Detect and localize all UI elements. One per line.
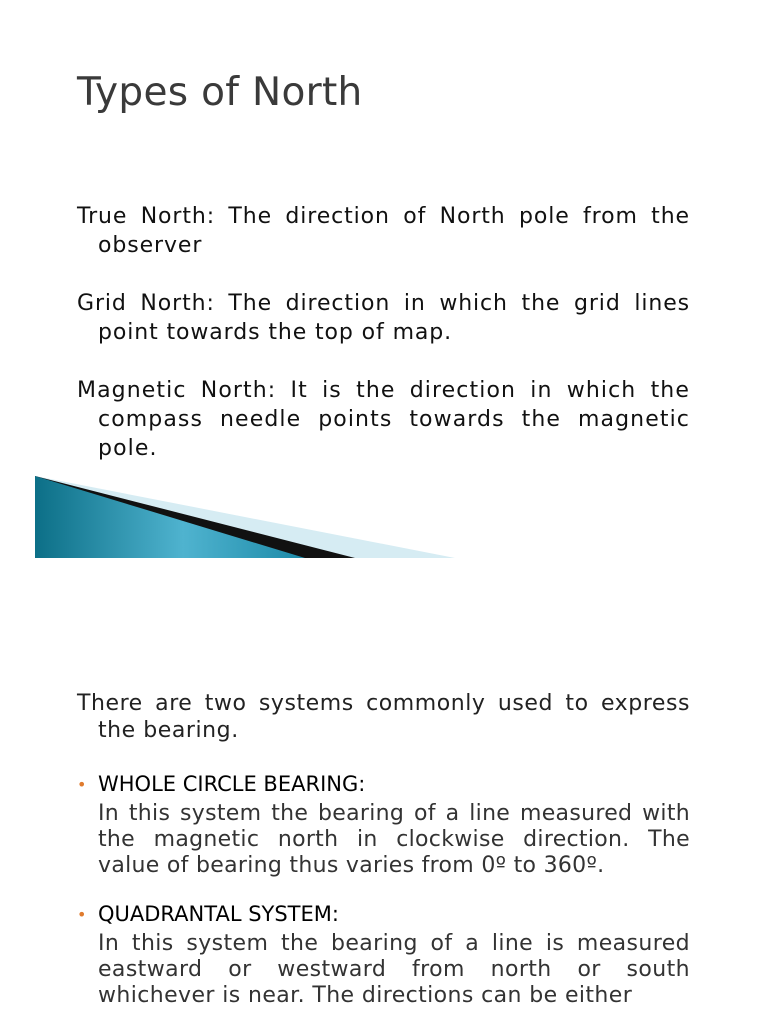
whole-circle-bearing-text: In this system the bearing of a line measured with the magnetic north in clockwise direction. The value of bearing thus varies from 0º to 360º. bbox=[98, 801, 690, 878]
bullet-icon: • bbox=[77, 775, 87, 794]
bearing-systems bbox=[77, 690, 690, 1024]
grid-north-paragraph: Grid North: The direction in which the grid lines point towards the top of map. bbox=[77, 291, 690, 345]
list-item bbox=[77, 771, 690, 879]
decorative-wedge bbox=[35, 476, 455, 560]
bullet-icon: • bbox=[77, 905, 87, 924]
magnetic-north-paragraph: Magnetic North: It is the direction in which the compass needle points towards the magnetic pole. bbox=[77, 378, 690, 461]
north-types-list bbox=[77, 202, 690, 492]
list-item bbox=[77, 901, 690, 1009]
bearing-intro-paragraph: There are two systems commonly used to express the bearing. bbox=[77, 691, 690, 743]
slide-title: Types of North bbox=[77, 70, 363, 115]
whole-circle-bearing-heading: WHOLE CIRCLE BEARING: bbox=[98, 772, 366, 796]
quadrantal-system-heading: QUADRANTAL SYSTEM: bbox=[98, 902, 339, 926]
true-north-paragraph: True North: The direction of North pole from the observer bbox=[77, 204, 690, 258]
quadrantal-system-text: In this system the bearing of a line is measured eastward or westward from north or south whichever is near. The directions can be either bbox=[98, 931, 690, 1008]
